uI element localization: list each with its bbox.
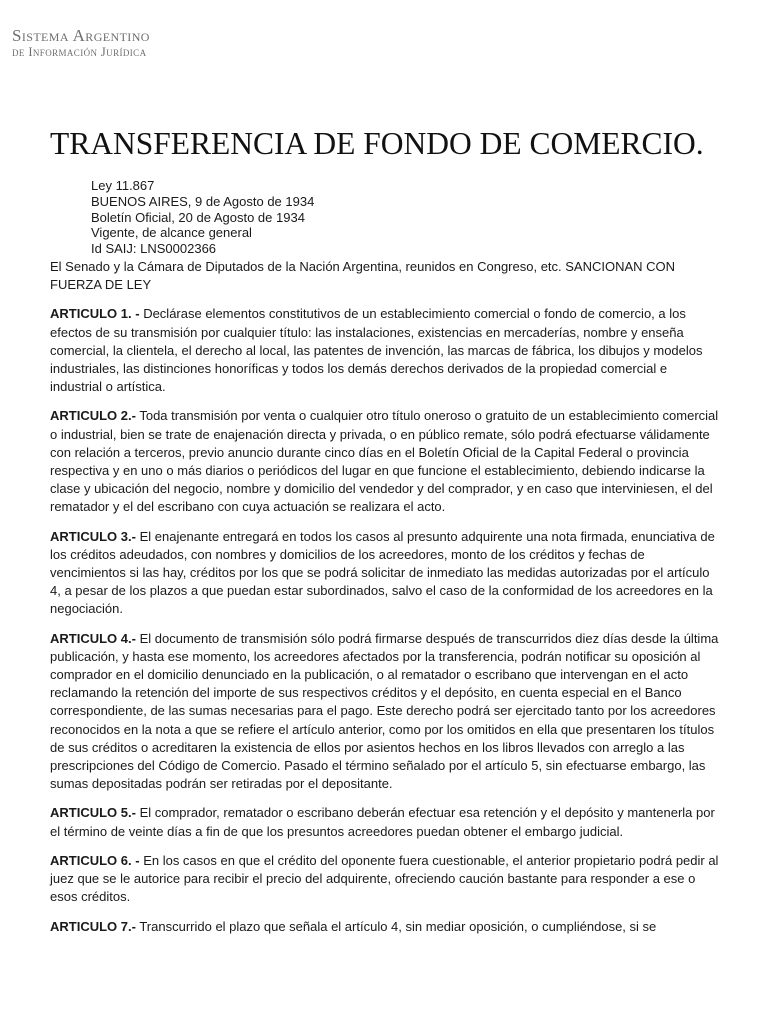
enacting-clause: El Senado y la Cámara de Diputados de la Nación Argentina, reunidos en Congreso, etc. SANCIONAN CON FUERZA DE LEY	[50, 259, 676, 293]
saij-logo	[12, 27, 150, 61]
law-body	[50, 258, 720, 947]
article-heading: ARTICULO 2.-	[50, 408, 136, 424]
article-6	[50, 852, 720, 907]
document-title: TRANSFERENCIA DE FONDO DE COMERCIO.	[50, 126, 704, 161]
law-number: Ley 11.867	[91, 178, 155, 193]
article-text: Declárase elementos constitutivos de un establecimiento comercial o fondo de comercio, a los efectos de su transmisión por cualquier título: las instalaciones, existencias en mercaderías, nombre y enseña comercial, la clientela, el derecho al local, las patentes de invención, las marcas de fábrica, los dibujos y modelos industriales, las distinciones honoríficas y todos los demás derechos derivados de la propiedad comercial e industrial o artística.	[50, 306, 703, 395]
article-5	[50, 804, 720, 840]
article-text: Transcurrido el plazo que señala el artículo 4, sin mediar oposición, o cumpliéndose, si se	[139, 918, 657, 934]
law-metadata	[91, 178, 314, 257]
article-heading: ARTICULO 1. -	[50, 306, 140, 322]
article-2	[50, 407, 720, 516]
article-text: Toda transmisión por venta o cualquier otro título oneroso o gratuito de un establecimiento comercial o industrial, bien se trate de enajenación directa y privada, o en público remate, sólo podrá efectuarse válidamente con relación a terceros, previo anuncio durante cinco días en el Boletín Oficial de la Capital Federal o provincia respectiva y en uno o más diarios o periódicos del lugar en que funcione el establecimiento, debiendo indicarse la clase y ubicación del negocio, nombre y domicilio del vendedor y del comprador, y en caso que interviniesen, el del rematador y el del escribano con cuya actuación se realizara el acto.	[50, 408, 719, 515]
brand-line-1: Sistema Argentino	[12, 26, 150, 45]
scope: Vigente, de alcance general	[91, 225, 252, 241]
article-text: El enajenante entregará en todos los casos al presunto adquirente una nota firmada, enunciativa de los créditos adeudados, con nombres y domicilios de los acreedores, monto de los créditos y fechas de vencimientos si las hay, créditos por los que se podrá solicitar de inmediato las medidas autorizadas por el artículo 4, a pesar de los plazos a que puedan estar subordinados, salvo el caso de la conformidad de los acreedores en la negociación.	[50, 528, 715, 617]
article-7	[50, 918, 720, 936]
article-heading: ARTICULO 4.-	[50, 630, 136, 646]
official-bulletin: Boletín Oficial, 20 de Agosto de 1934	[91, 209, 305, 225]
article-heading: ARTICULO 7.-	[50, 918, 136, 934]
article-1	[50, 305, 720, 396]
place-date: BUENOS AIRES, 9 de Agosto de 1934	[91, 193, 315, 209]
article-heading: ARTICULO 6. -	[50, 852, 140, 868]
article-text: En los casos en que el crédito del oponente fuera cuestionable, el anterior propietario podrá pedir al juez que se le autorice para recibir el precio del adquirente, ofreciendo caución bastante para responder a ese o esos créditos.	[50, 852, 719, 905]
article-text: El comprador, rematador o escribano deberán efectuar esa retención y el depósito y mantenerla por el término de veinte días a fin de que los presuntos acreedores puedan obtener el embargo judicial.	[50, 805, 715, 839]
article-heading: ARTICULO 5.-	[50, 805, 136, 821]
saij-id: Id SAIJ: LNS0002366	[91, 241, 217, 257]
article-3	[50, 528, 720, 619]
article-heading: ARTICULO 3.-	[50, 528, 136, 544]
article-text: El documento de transmisión sólo podrá firmarse después de transcurridos diez días desde la última publicación, y hasta ese momento, los acreedores afectados por la transferencia, podrán notificar su oposición al comprador en el domicilio denunciado en la publicación, o al rematador o escribano que intervengan en el acto reclamando la retención del importe de sus respectivos créditos y el depósito, en cuenta especial en el Banco correspondiente, de las sumas necesarias para el pago. Este derecho podrá ser ejercitado tanto por los acreedores reconocidos en la nota a que se refiere el artículo anterior, como por los omitidos en ella que presentaren los títulos de sus créditos o acreditaren la existencia de ellos por asientos hechos en los libros llevados con arreglo a las prescripciones del Código de Comercio. Pasado el término señalado por el artículo 5, sin efectuarse embargo, las sumas depositadas podrán ser retiradas por el depositante.	[50, 630, 719, 792]
brand-line-2: de Información Jurídica	[12, 45, 147, 59]
article-4	[50, 630, 720, 794]
